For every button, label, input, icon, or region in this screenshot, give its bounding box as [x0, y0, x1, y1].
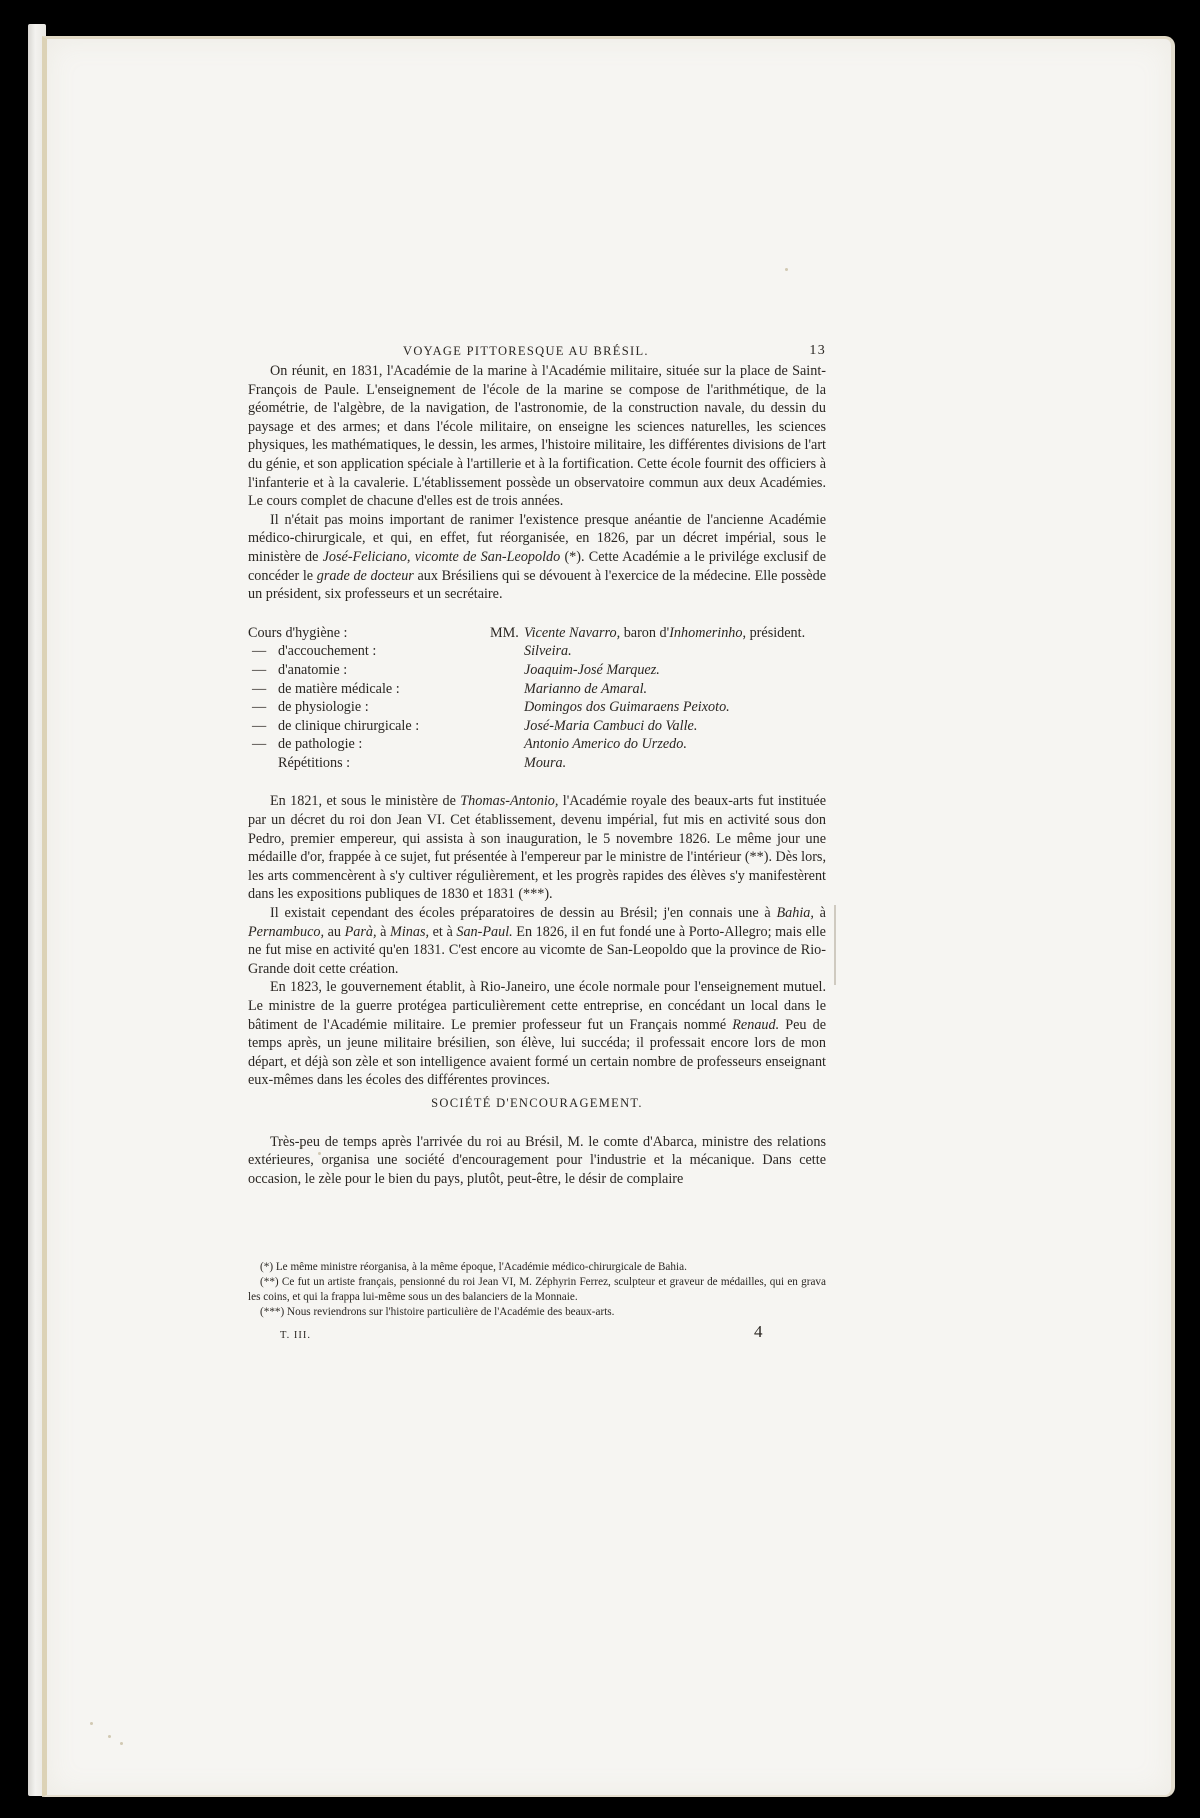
professor-name: Antonio Americo do Urzedo.: [524, 736, 687, 753]
footnote-1: (*) Le même ministre réorganisa, à la même époque, l'Académie médico-chirurgicale de Bahia.: [260, 1261, 687, 1273]
dash: —: [252, 717, 267, 734]
dash: —: [252, 661, 267, 678]
margin-mark: [834, 905, 836, 985]
section-title: SOCIÉTÉ D'ENCOURAGEMENT.: [431, 1095, 643, 1110]
dash: —: [252, 680, 267, 697]
professor-name: Vicente Navarro, baron d'Inhomerinho, président.: [524, 624, 806, 641]
course-name: de matière médicale :: [278, 680, 400, 697]
mm-label: MM.: [490, 624, 519, 641]
paragraph-fine-arts-academy: En 1821, et sous le ministère de Thomas-Antonio, l'Académie royale des beaux-arts fut instituée par un décret du roi don Jean VI. Cet établissement, devenu impérial, fut mis en activité sous don Pedro, premier empereur, qui assista à son inauguration, le 5 novembre 1826. Le même jour une médaille d'or, frappée à ce sujet, fut présentée à l'empereur par le ministre de l'intérieur (**). Dès lors, les arts commencèrent à s'y cultiver régulièrement, et les progrès rapides des élèves s'y manifestèrent dans les expositions publiques de 1830 et 1831 (***).: [248, 793, 827, 903]
paper-speck: [785, 268, 788, 271]
mm-spacer: [490, 680, 524, 699]
professor-name: Silveira.: [524, 643, 572, 660]
course-row: [248, 661, 826, 680]
course-name: Répétitions :: [278, 754, 351, 771]
paper-speck: [120, 1742, 123, 1745]
dash-blank: [248, 754, 278, 773]
course-list: [248, 624, 826, 773]
running-head-title: VOYAGE PITTORESQUE AU BRÉSIL.: [403, 344, 649, 358]
course-row: [248, 642, 826, 661]
course-row: [248, 735, 826, 754]
course-row: [248, 717, 826, 736]
professor-name: Marianno de Amaral.: [524, 680, 648, 697]
paragraph-academies: On réunit, en 1831, l'Académie de la marine à l'Académie militaire, située sur la place de Saint-François de Paule. L'enseignement de l'école de la marine se compose de l'arithmétique, de la géométrie, de l'algèbre, de la navigation, de l'astronomie, de la construction navale, du dessin du paysage et des armes; et dans l'école militaire, on enseigne les sciences naturelles, les sciences physiques, les mathématiques, le dessin, les armes, l'histoire militaire, les différentes divisions de l'art du génie, et son application spéciale à l'artillerie et à la fortification. Cette école fournit des officiers à l'infanterie et à la cavalerie. L'établissement possède un observatoire commun aux deux Académies. Le cours complet de chacune d'elles est de trois années.: [248, 363, 826, 510]
course-row: [248, 754, 826, 773]
professor-name: Domingos dos Guimaraens Peixoto.: [524, 699, 730, 716]
gathering-number: 4: [754, 1322, 763, 1341]
course-row: [248, 698, 826, 717]
paragraph-drawing-schools: Il existait cependant des écoles préparatoires de dessin au Brésil; j'en connais une à Bahia, à Pernambuco, au Parà, à Minas, et à San-Paul. En 1826, il en fut fondé une à Porto-Allegro; mais elle ne fut mise en activité qu'en 1831. C'est encore au vicomte de San-Leopoldo que la province de Rio-Grande doit cette création.: [248, 905, 826, 977]
dash: —: [252, 736, 267, 753]
course-name: de pathologie :: [278, 736, 363, 753]
footnote-3: (***) Nous reviendrons sur l'histoire particulière de l'Académie des beaux-arts.: [260, 1306, 615, 1318]
dash: —: [252, 699, 267, 716]
mm-spacer: [490, 735, 524, 754]
professor-name: José-Maria Cambuci do Valle.: [524, 717, 698, 734]
course-name: Cours d'hygiène :: [248, 624, 348, 641]
main-text-block: [248, 342, 826, 1188]
course-row: [248, 680, 826, 699]
mm-spacer: [490, 661, 524, 680]
page-number: 13: [809, 343, 826, 358]
mm-spacer: [490, 717, 524, 736]
paragraph-encouragement-society: Très-peu de temps après l'arrivée du roi au Brésil, M. le comte d'Abarca, ministre des relations extérieures, organisa une société d'encouragement pour l'industrie et la mécanique. Dans cette occasion, le zèle pour le bien du pays, plutôt, peut-être, le désir de complaire: [248, 1133, 826, 1187]
course-name: d'accouchement :: [278, 643, 377, 660]
paper-speck: [108, 1735, 111, 1738]
professor-name: Joaquim-José Marquez.: [524, 661, 660, 678]
footnote-2: (**) Ce fut un artiste français, pensionné du roi Jean VI, M. Zéphyrin Ferrez, sculpteur et graveur de médailles, qui en grava les coins, et qui la frappa lui-même sous un des balanciers de la Monnaie.: [248, 1276, 826, 1303]
course-name: d'anatomie :: [278, 661, 348, 678]
volume-signature: T. III.: [280, 1330, 311, 1341]
mm-spacer: [490, 754, 524, 773]
professor-name: Moura.: [524, 754, 567, 771]
course-row: [248, 624, 826, 643]
mm-spacer: [490, 698, 524, 717]
course-name: de physiologie :: [278, 699, 369, 716]
mm-spacer: [490, 642, 524, 661]
dash: —: [252, 643, 267, 660]
footnotes: [248, 1260, 826, 1320]
course-name: de clinique chirurgicale :: [278, 717, 420, 734]
paper-speck: [90, 1722, 93, 1725]
paragraph-medical-academy: Il n'était pas moins important de ranimer l'existence presque anéantie de l'ancienne Académie médico-chirurgicale, et qui, en effet, fut réorganisée, en 1826, par un décret impérial, sous le ministère de José-Feliciano, vicomte de San-Leopoldo (*). Cette Académie a le privilége exclusif de concéder le grade de docteur aux Brésiliens qui se dévouent à l'exercice de la médecine. Elle possède un président, six professeurs et un secrétaire.: [248, 511, 826, 603]
running-head: [248, 342, 826, 362]
paragraph-normal-school: En 1823, le gouvernement établit, à Rio-Janeiro, une école normale pour l'enseignement mutuel. Le ministre de la guerre protégea particulièrement cette entreprise, en concédant un local dans le bâtiment de l'Académie militaire. Le premier professeur fut un Français nommé Renaud. Peu de temps après, un jeune militaire brésilien, son élève, lui succéda; il professait encore lors de mon départ, et déjà son zèle et son intelligence avaient formé un certain nombre de professeurs enseignant eux-mêmes dans les écoles des différentes provinces.: [248, 979, 826, 1089]
